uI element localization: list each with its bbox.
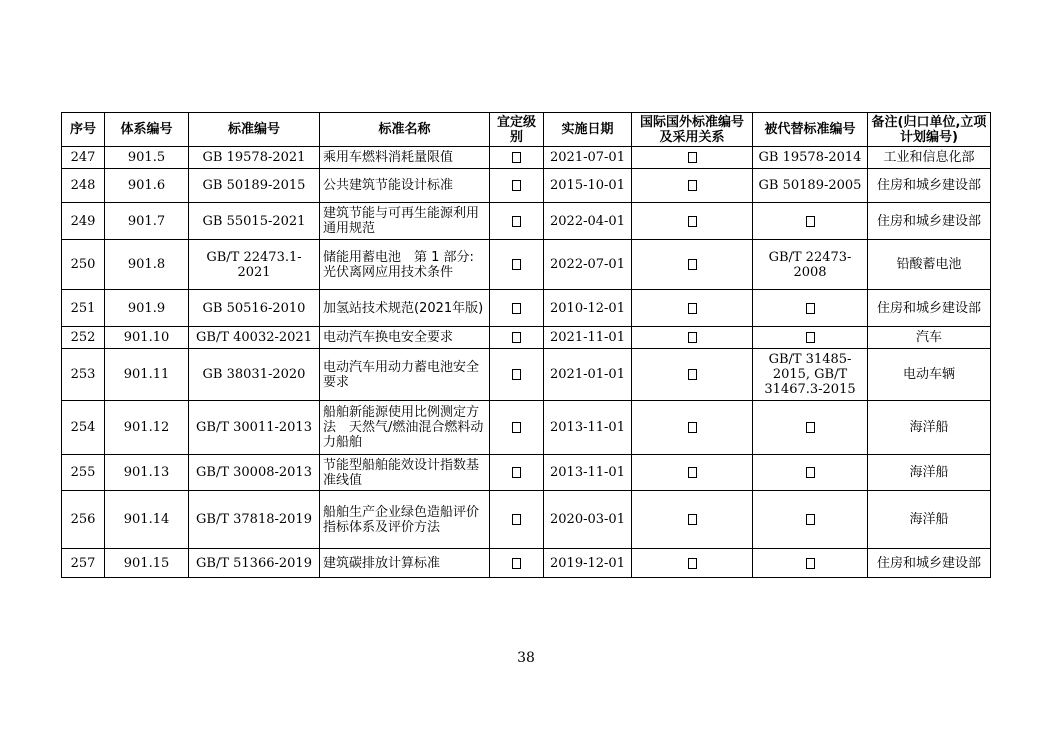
table-row (62, 549, 991, 578)
level-cell (490, 240, 544, 290)
table-row (62, 240, 991, 290)
replaced-standard (753, 290, 868, 327)
checkbox-icon (688, 422, 697, 433)
column-header: 国际国外标准编号及采用关系 (632, 113, 753, 147)
replaced-standard (753, 327, 868, 349)
checkbox-icon (512, 422, 521, 433)
standard-name: 电动汽车换电安全要求 (320, 327, 490, 349)
row-number: 249 (62, 203, 105, 240)
system-code: 901.8 (105, 240, 189, 290)
level-cell (490, 401, 544, 455)
checkbox-icon (512, 332, 521, 343)
standard-name: 船舶生产企业绿色造船评价指标体系及评价方法 (320, 491, 490, 549)
replaced-standard (753, 549, 868, 578)
column-header: 备注(归口单位,立项计划编号) (868, 113, 991, 147)
checkbox-icon (512, 467, 521, 478)
level-cell (490, 169, 544, 203)
international-relation (632, 491, 753, 549)
table-row (62, 203, 991, 240)
implementation-date: 2021-11-01 (544, 327, 632, 349)
system-code: 901.14 (105, 491, 189, 549)
implementation-date: 2015-10-01 (544, 169, 632, 203)
row-number: 253 (62, 349, 105, 401)
level-cell (490, 455, 544, 491)
checkbox-icon (512, 369, 521, 380)
table-row (62, 169, 991, 203)
column-header: 标准编号 (189, 113, 320, 147)
column-header: 序号 (62, 113, 105, 147)
row-number: 256 (62, 491, 105, 549)
level-cell (490, 349, 544, 401)
note-cell: 铅酸蓄电池 (868, 240, 991, 290)
checkbox-icon (688, 259, 697, 270)
note-cell: 工业和信息化部 (868, 147, 991, 169)
implementation-date: 2020-03-01 (544, 491, 632, 549)
note-cell: 海洋船 (868, 401, 991, 455)
standard-name: 公共建筑节能设计标准 (320, 169, 490, 203)
standard-code: GB/T 22473.1-2021 (189, 240, 320, 290)
standard-code: GB 50516-2010 (189, 290, 320, 327)
column-header: 体系编号 (105, 113, 189, 147)
note-cell: 住房和城乡建设部 (868, 290, 991, 327)
row-number: 251 (62, 290, 105, 327)
implementation-date: 2022-07-01 (544, 240, 632, 290)
standard-name: 节能型船舶能效设计指数基准线值 (320, 455, 490, 491)
checkbox-icon (512, 259, 521, 270)
standard-name: 电动汽车用动力蓄电池安全要求 (320, 349, 490, 401)
checkbox-icon (688, 514, 697, 525)
international-relation (632, 549, 753, 578)
checkbox-icon (512, 558, 521, 569)
checkbox-icon (688, 558, 697, 569)
checkbox-icon (806, 216, 815, 227)
standard-code: GB/T 30011-2013 (189, 401, 320, 455)
international-relation (632, 147, 753, 169)
international-relation (632, 290, 753, 327)
replaced-standard: GB 50189-2005 (753, 169, 868, 203)
standard-code: GB 55015-2021 (189, 203, 320, 240)
checkbox-icon (806, 303, 815, 314)
international-relation (632, 327, 753, 349)
system-code: 901.13 (105, 455, 189, 491)
international-relation (632, 349, 753, 401)
system-code: 901.12 (105, 401, 189, 455)
system-code: 901.11 (105, 349, 189, 401)
international-relation (632, 169, 753, 203)
checkbox-icon (688, 303, 697, 314)
note-cell: 住房和城乡建设部 (868, 549, 991, 578)
replaced-standard (753, 491, 868, 549)
table-row (62, 455, 991, 491)
checkbox-icon (806, 467, 815, 478)
level-cell (490, 203, 544, 240)
implementation-date: 2010-12-01 (544, 290, 632, 327)
standard-code: GB 19578-2021 (189, 147, 320, 169)
level-cell (490, 147, 544, 169)
row-number: 254 (62, 401, 105, 455)
system-code: 901.6 (105, 169, 189, 203)
level-cell (490, 327, 544, 349)
table-row (62, 401, 991, 455)
system-code: 901.15 (105, 549, 189, 578)
standard-code: GB 38031-2020 (189, 349, 320, 401)
checkbox-icon (512, 180, 521, 191)
column-header: 标准名称 (320, 113, 490, 147)
checkbox-icon (688, 332, 697, 343)
checkbox-icon (512, 216, 521, 227)
standard-code: GB 50189-2015 (189, 169, 320, 203)
header-row (62, 113, 991, 147)
replaced-standard: GB 19578-2014 (753, 147, 868, 169)
note-cell: 电动车辆 (868, 349, 991, 401)
table-row (62, 491, 991, 549)
system-code: 901.7 (105, 203, 189, 240)
standard-name: 船舶新能源使用比例测定方法 天然气/燃油混合燃料动力船舶 (320, 401, 490, 455)
checkbox-icon (806, 332, 815, 343)
system-code: 901.10 (105, 327, 189, 349)
note-cell: 住房和城乡建设部 (868, 169, 991, 203)
international-relation (632, 455, 753, 491)
level-cell (490, 549, 544, 578)
note-cell: 海洋船 (868, 455, 991, 491)
column-header: 实施日期 (544, 113, 632, 147)
replaced-standard: GB/T 31485-2015, GB/T 31467.3-2015 (753, 349, 868, 401)
checkbox-icon (688, 467, 697, 478)
table-row (62, 147, 991, 169)
checkbox-icon (688, 216, 697, 227)
standard-code: GB/T 37818-2019 (189, 491, 320, 549)
checkbox-icon (688, 152, 697, 163)
international-relation (632, 401, 753, 455)
implementation-date: 2021-01-01 (544, 349, 632, 401)
standard-name: 建筑碳排放计算标准 (320, 549, 490, 578)
checkbox-icon (688, 180, 697, 191)
system-code: 901.5 (105, 147, 189, 169)
note-cell: 汽车 (868, 327, 991, 349)
row-number: 248 (62, 169, 105, 203)
implementation-date: 2019-12-01 (544, 549, 632, 578)
row-number: 257 (62, 549, 105, 578)
standard-name: 储能用蓄电池 第 1 部分:光伏离网应用技术条件 (320, 240, 490, 290)
standard-code: GB/T 51366-2019 (189, 549, 320, 578)
checkbox-icon (688, 369, 697, 380)
implementation-date: 2013-11-01 (544, 401, 632, 455)
note-cell: 海洋船 (868, 491, 991, 549)
replaced-standard (753, 455, 868, 491)
column-header: 被代替标准编号 (753, 113, 868, 147)
standard-name: 加氢站技术规范(2021年版) (320, 290, 490, 327)
checkbox-icon (512, 152, 521, 163)
implementation-date: 2013-11-01 (544, 455, 632, 491)
implementation-date: 2021-07-01 (544, 147, 632, 169)
checkbox-icon (806, 514, 815, 525)
page-number: 38 (517, 650, 535, 666)
row-number: 250 (62, 240, 105, 290)
replaced-standard: GB/T 22473-2008 (753, 240, 868, 290)
row-number: 252 (62, 327, 105, 349)
standards-table (61, 112, 991, 578)
standard-code: GB/T 40032-2021 (189, 327, 320, 349)
level-cell (490, 491, 544, 549)
standard-code: GB/T 30008-2013 (189, 455, 320, 491)
international-relation (632, 203, 753, 240)
row-number: 255 (62, 455, 105, 491)
level-cell (490, 290, 544, 327)
table-row (62, 290, 991, 327)
checkbox-icon (806, 558, 815, 569)
table-row (62, 327, 991, 349)
implementation-date: 2022-04-01 (544, 203, 632, 240)
standard-name: 乘用车燃料消耗量限值 (320, 147, 490, 169)
note-cell: 住房和城乡建设部 (868, 203, 991, 240)
checkbox-icon (512, 303, 521, 314)
international-relation (632, 240, 753, 290)
checkbox-icon (512, 514, 521, 525)
checkbox-icon (806, 422, 815, 433)
replaced-standard (753, 203, 868, 240)
standard-name: 建筑节能与可再生能源利用通用规范 (320, 203, 490, 240)
row-number: 247 (62, 147, 105, 169)
column-header: 宜定级别 (490, 113, 544, 147)
system-code: 901.9 (105, 290, 189, 327)
table-row (62, 349, 991, 401)
replaced-standard (753, 401, 868, 455)
